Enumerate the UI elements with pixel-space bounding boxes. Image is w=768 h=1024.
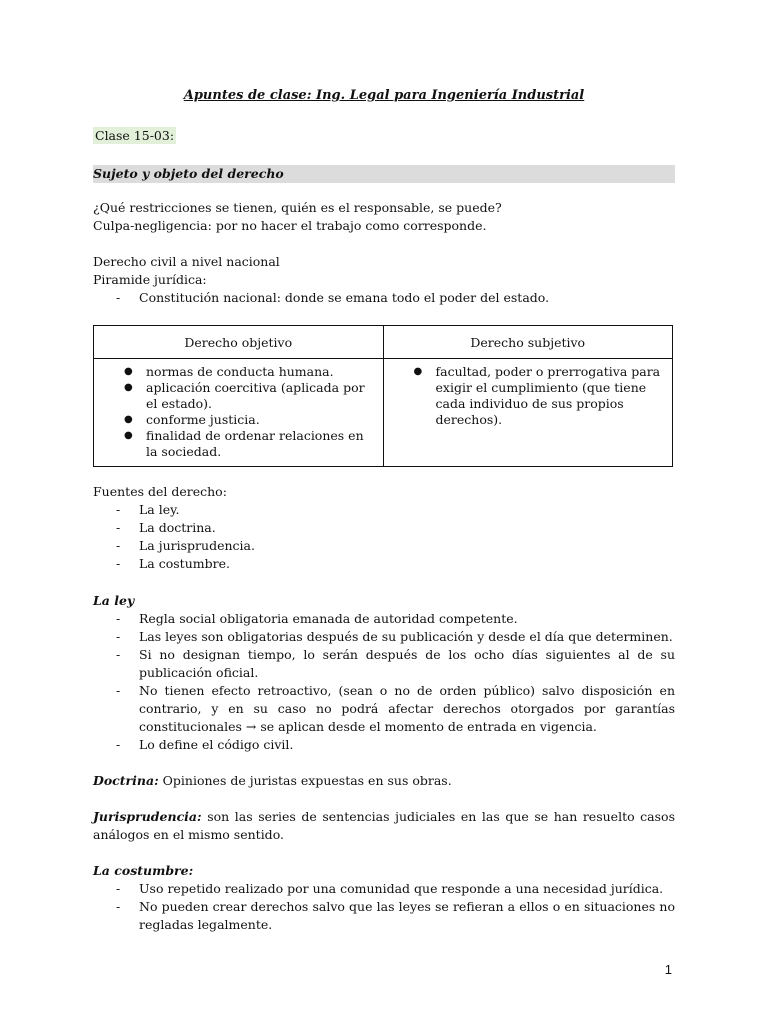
doctrina-label: Doctrina: <box>93 773 159 788</box>
ley-list <box>93 610 675 754</box>
objetivo-list <box>102 364 375 460</box>
list-item: - Regla social obligatoria emanada de autoridad competente. <box>93 610 675 628</box>
table-cell-objetivo <box>94 359 384 467</box>
table-cell-subjetivo <box>383 359 673 467</box>
list-item: - Uso repetido realizado por una comunidad que responde a una necesidad jurídica. <box>93 880 675 898</box>
list-item: - No tienen efecto retroactivo, (sean o no de orden público) salvo disposición en contrario, y en su caso no podrá afectar derechos otorgados por garantías constitucionales → se aplican desde el momento de entrada en vigencia. <box>93 682 675 736</box>
list-item: ● finalidad de ordenar relaciones en la sociedad. <box>102 428 375 460</box>
list-item: - Si no designan tiempo, lo serán después de los ocho días siguientes al de su publicación oficial. <box>93 646 675 682</box>
costumbre-list <box>93 880 675 934</box>
list-item: - Constitución nacional: donde se emana todo el poder del estado. <box>93 289 675 307</box>
list-item: ● normas de conducta humana. <box>102 364 375 380</box>
derecho-table <box>93 325 673 467</box>
table-header-subjetivo: Derecho subjetivo <box>383 326 673 359</box>
table-row <box>94 359 673 467</box>
jurisprudencia-text: son las series de sentencias judiciales en las que se han resuelto casos análogos en el mismo sentido. <box>93 809 675 842</box>
doctrina-text: Opiniones de juristas expuestas en sus obras. <box>158 773 452 788</box>
fuentes-list <box>93 501 675 573</box>
fuentes-label: Fuentes del derecho: <box>93 484 227 499</box>
ley-heading: La ley <box>93 593 135 608</box>
doctrina-paragraph <box>93 772 452 790</box>
jurisprudencia-label: Jurisprudencia: <box>93 809 202 824</box>
civil-line-1: Derecho civil a nivel nacional <box>93 254 280 269</box>
list-item: - No pueden crear derechos salvo que las leyes se refieran a ellos o en situaciones no regladas legalmente. <box>93 898 675 934</box>
document-title: Apuntes de clase: Ing. Legal para Ingeniería Industrial <box>183 88 585 103</box>
class-label <box>93 127 176 145</box>
list-item: ● facultad, poder o prerrogativa para exigir el cumplimiento (que tiene cada individuo de sus propios derechos). <box>392 364 665 428</box>
costumbre-heading: La costumbre: <box>93 863 194 878</box>
page-number: 1 <box>664 962 672 977</box>
list-item: - La doctrina. <box>93 519 675 537</box>
table-header-row <box>94 326 673 359</box>
list-item: ● aplicación coercitiva (aplicada por el estado). <box>102 380 375 412</box>
jurisprudencia-paragraph <box>93 808 675 844</box>
list-item: ● conforme justicia. <box>102 412 375 428</box>
class-label-text: Clase 15-03: <box>95 128 175 143</box>
list-item: - Las leyes son obligatorias después de su publicación y desde el día que determinen. <box>93 628 675 646</box>
list-item: - Lo define el código civil. <box>93 736 675 754</box>
section-heading: Sujeto y objeto del derecho <box>93 165 675 183</box>
subjetivo-list <box>392 364 665 428</box>
list-item: - La ley. <box>93 501 675 519</box>
list-item: - La costumbre. <box>93 555 675 573</box>
table-header-objetivo: Derecho objetivo <box>94 326 384 359</box>
intro-line-2: Culpa-negligencia: por no hacer el trabajo como corresponde. <box>93 218 487 233</box>
list-item: - La jurisprudencia. <box>93 537 675 555</box>
pyramid-list <box>93 289 675 307</box>
intro-line-1: ¿Qué restricciones se tienen, quién es el responsable, se puede? <box>93 200 502 215</box>
civil-line-2: Piramide jurídica: <box>93 272 207 287</box>
